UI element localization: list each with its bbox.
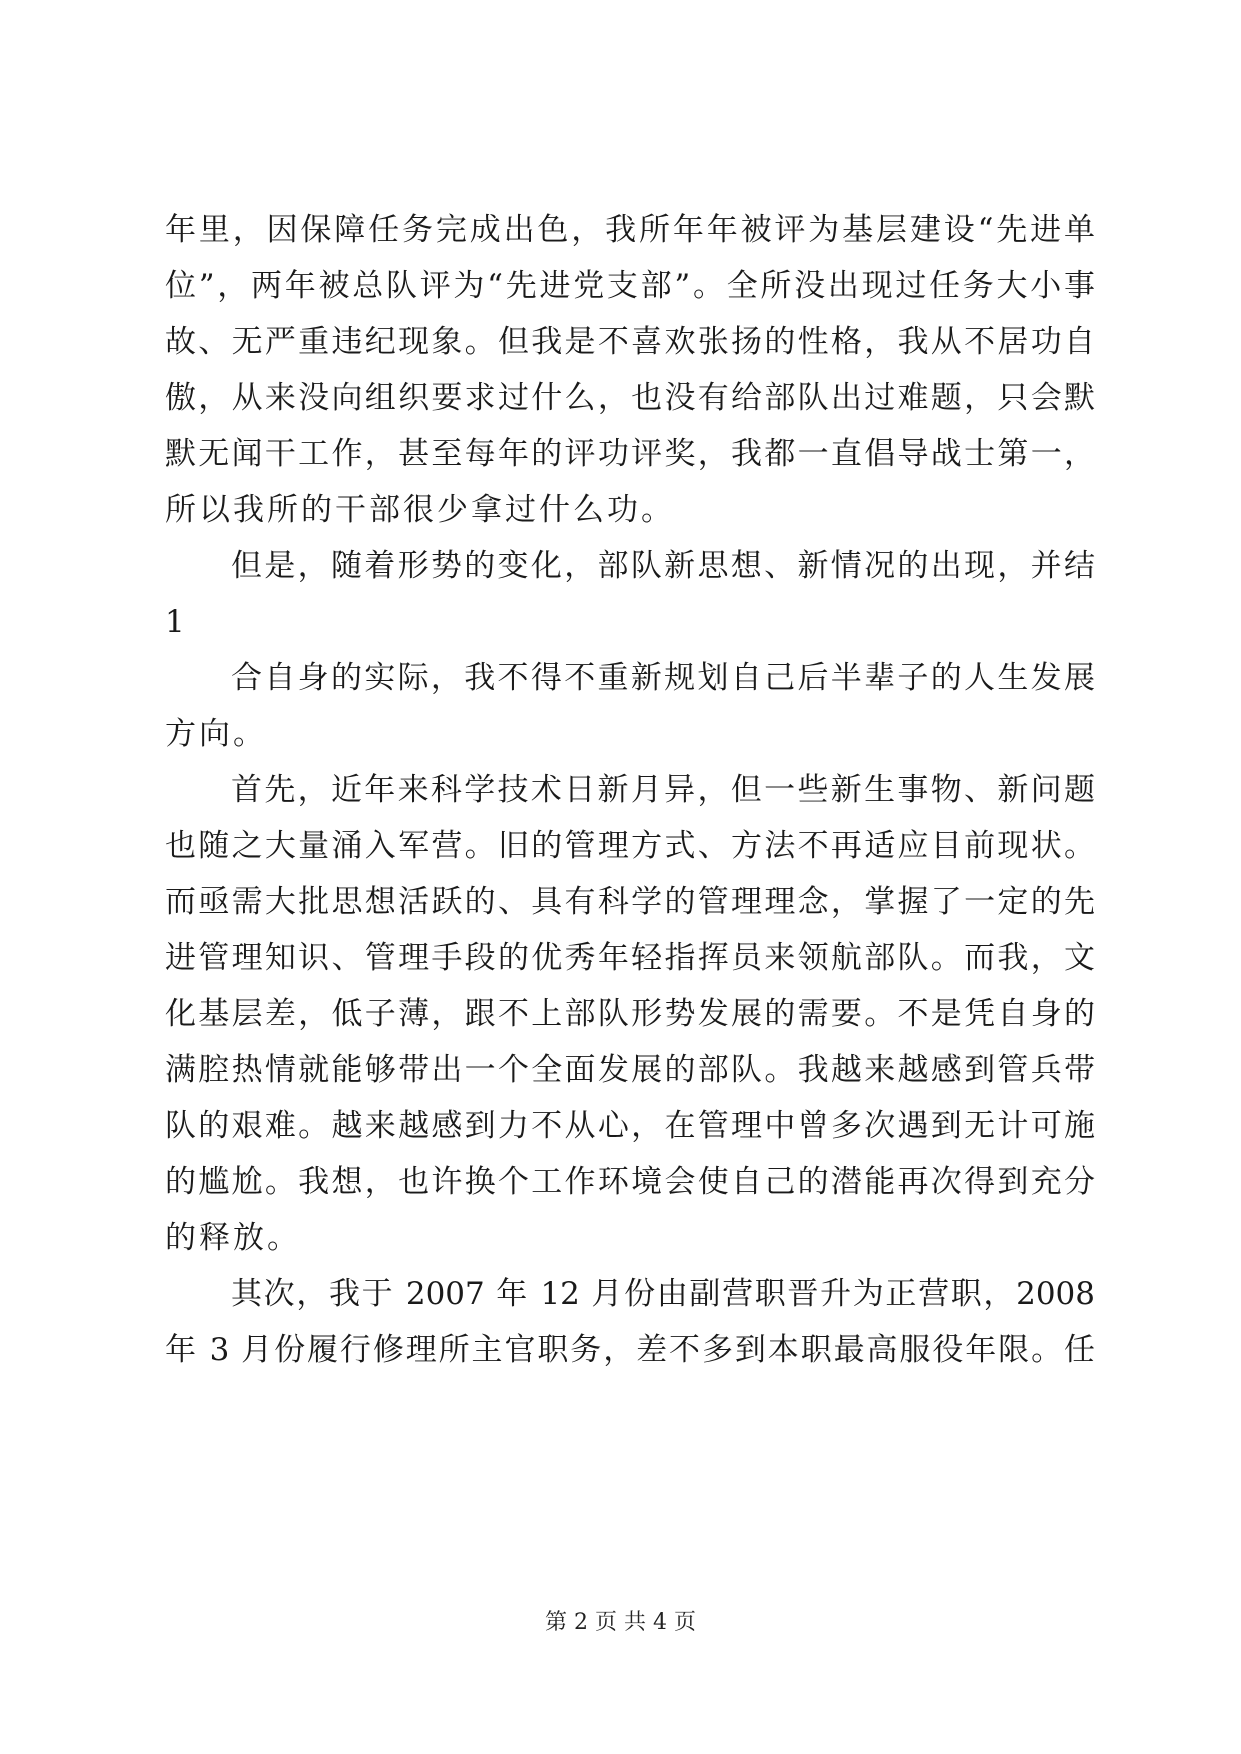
text-line: 但是，随着形势的变化，部队新思想、新情况的出现，并结: [231, 548, 1095, 584]
text-line: 的尴尬。我想，也许换个工作环境会使自己的潜能再次得到充分: [165, 1164, 1095, 1200]
text-line: 也随之大量涌入军营。旧的管理方式、方法不再适应目前现状。: [165, 828, 1095, 864]
page-footer: 第 2 页 共 4 页: [545, 1610, 696, 1635]
text-line: 合自身的实际，我不得不重新规划自己后半辈子的人生发展: [231, 660, 1095, 696]
text-line: 所以我所的干部很少拿过什么功。: [165, 492, 675, 528]
text-line: 位”，两年被总队评为“先进党支部”。全所没出现过任务大小事: [165, 268, 1095, 304]
text-line: 故、无严重违纪现象。但我是不喜欢张扬的性格，我从不居功自: [165, 324, 1095, 360]
text-line: 年里，因保障任务完成出色，我所年年被评为基层建设“先进单: [165, 212, 1095, 248]
text-line: 化基层差，低子薄，跟不上部队形势发展的需要。不是凭自身的: [165, 996, 1095, 1032]
text-line: 傲，从来没向组织要求过什么，也没有给部队出过难题，只会默: [165, 380, 1095, 416]
text-line: 首先，近年来科学技术日新月异，但一些新生事物、新问题: [231, 772, 1095, 808]
text-line: 队的艰难。越来越感到力不从心，在管理中曾多次遇到无计可施: [165, 1108, 1095, 1144]
text-line: 其次，我于 2007 年 12 月份由副营职晋升为正营职，2008: [231, 1276, 1095, 1312]
text-line: 方向。: [165, 716, 267, 752]
text-line: 满腔热情就能够带出一个全面发展的部队。我越来越感到管兵带: [165, 1052, 1095, 1088]
text-line: 进管理知识、管理手段的优秀年轻指挥员来领航部队。而我，文: [165, 940, 1095, 976]
text-line: 年 3 月份履行修理所主官职务，差不多到本职最高服役年限。任: [165, 1332, 1095, 1368]
text-line: 的释放。: [165, 1220, 301, 1256]
page-break-number: 1: [165, 604, 188, 640]
text-line: 而亟需大批思想活跃的、具有科学的管理理念，掌握了一定的先: [165, 884, 1095, 920]
text-line: 默无闻干工作，甚至每年的评功评奖，我都一直倡导战士第一，: [165, 436, 1095, 472]
